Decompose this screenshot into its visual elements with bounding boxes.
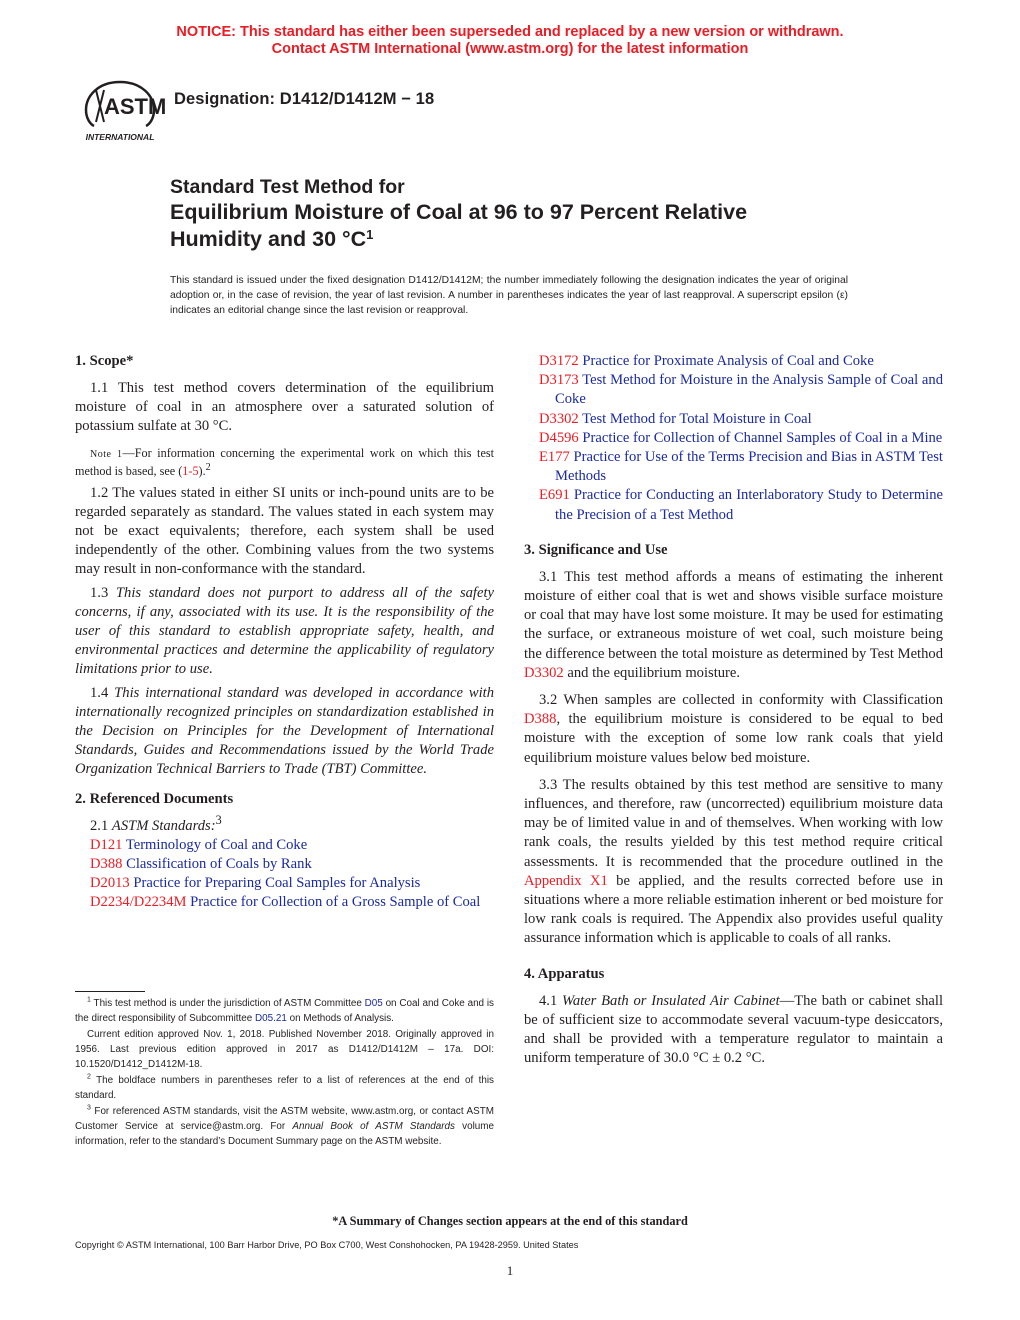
notice-line-1: NOTICE: This standard has either been superseded and replaced by a new version or withdrawn. bbox=[176, 24, 844, 40]
reference-link[interactable]: 1-5 bbox=[182, 463, 199, 478]
title-line-1: Standard Test Method for bbox=[170, 176, 405, 198]
reference-title-link[interactable]: Practice for Proximate Analysis of Coal and Coke bbox=[582, 353, 874, 369]
reference-code-link[interactable]: D4596 bbox=[539, 429, 579, 446]
d3302-link[interactable]: D3302 bbox=[524, 664, 564, 681]
svg-text:INTERNATIONAL: INTERNATIONAL bbox=[85, 132, 155, 142]
footnote-3: $^3$ For referenced ASTM standards, visit the ASTM website, www.astm.org, or contact ASTM Customer Service at service@astm.org. For Annual Book of ASTM Standards volume information, refer to the standard’s Document Summary page on the ASTM website. bbox=[75, 1104, 495, 1147]
reference-item bbox=[75, 874, 494, 893]
document-title bbox=[170, 175, 930, 253]
section-1-heading: 1. Scope* bbox=[75, 353, 134, 369]
reference-item bbox=[75, 855, 494, 874]
reference-code-link[interactable]: D3172 bbox=[539, 353, 579, 369]
committee-link[interactable]: D05 bbox=[364, 998, 383, 1009]
reference-item bbox=[524, 371, 943, 409]
reference-item bbox=[75, 836, 494, 855]
para-1-4: 1.4 This international standard was developed in accordance with internationally recognized principles on standardization established in the Decision on Principles for the Development of International Standards, Guides and Recommendations issued by the World Trade Organization Technical Barriers to Trade (TBT) Committee. bbox=[75, 684, 495, 778]
page-number: 1 bbox=[506, 1263, 514, 1278]
para-2-1: 2.1 ASTM Standards:$^3$ bbox=[90, 812, 222, 834]
footnote-1-edition: Current edition approved Nov. 1, 2018. Published November 2018. Originally approved in 1956. Last previous edition approved in 2017 as D1412/D1412M – 17a. DOI: 10.1520/D1412_D1412M-18. bbox=[75, 1029, 494, 1070]
footnote-1: $^1$ This test method is under the jurisdiction of ASTM Committee D05 on Coal and Coke and is the direct responsibility of Subcommittee D05.21 on Methods of Analysis. bbox=[75, 996, 494, 1024]
reference-code-link[interactable]: E691 bbox=[539, 487, 570, 504]
svg-text:ASTM: ASTM bbox=[104, 94, 166, 119]
title-line-2: Equilibrium Moisture of Coal at 96 to 97 Percent Relative bbox=[170, 200, 748, 224]
section-3-heading: 3. Significance and Use bbox=[524, 541, 668, 558]
para-1-3: 1.3 This standard does not purport to address all of the safety concerns, if any, associated with its use. It is the responsibility of the user of this standard to establish appropriate safety, health, and environmental practices and determine the applicability of regulatory limitations prior to use. bbox=[75, 584, 494, 678]
reference-code-link[interactable]: D3173 bbox=[539, 372, 579, 389]
reference-title-link[interactable]: Practice for Preparing Coal Samples for Analysis bbox=[133, 875, 421, 892]
reference-code-link[interactable]: D3302 bbox=[539, 410, 579, 427]
appendix-link[interactable]: Appendix X1 bbox=[524, 872, 608, 889]
reference-item bbox=[524, 410, 943, 429]
title-line-3: Humidity and 30 $^\circ C^1$ bbox=[170, 227, 374, 251]
reference-title-link[interactable]: Test Method for Total Moisture in Coal bbox=[582, 410, 812, 427]
astm-logo bbox=[74, 78, 166, 142]
reference-code-link[interactable]: E177 bbox=[539, 449, 570, 466]
footnotes bbox=[75, 991, 494, 1150]
designation: Designation: D1412/D1412M − 18 bbox=[174, 90, 435, 108]
para-3-3: 3.3 The results obtained by this test method are sensitive to many influences, and therefore, raw (uncorrected) equilibrium moisture data may be of limited value in and of themselves. When working with low rank coals, the results yielded by this test method require critical assessments. It is recommended that the procedure outlined in the Appendix X1 be applied, and the results corrected before use in situations where a more reliable estimation inherent or bed moisture for low rank coals is required. The Appendix also provides useful quality assurance information which is applicable to coals of all ranks. bbox=[524, 776, 943, 947]
reference-title-link[interactable]: Practice for Collection of Channel Samples of Coal in a Mine bbox=[582, 429, 943, 446]
reference-code-link[interactable]: D2013 bbox=[90, 875, 130, 892]
reference-item bbox=[524, 486, 943, 524]
reference-code-link[interactable]: D121 bbox=[90, 836, 123, 853]
right-column bbox=[524, 352, 943, 1069]
supersede-notice bbox=[0, 24, 1020, 58]
para-1-1: 1.1 This test method covers determination of the equilibrium moisture of coal in an atmosphere over a saturated solution of potassium sulfate at 30 °C. bbox=[75, 380, 494, 435]
section-2-heading: 2. Referenced Documents bbox=[75, 790, 234, 807]
preamble: This standard is issued under the fixed designation D1412/D1412M; the number immediately following the designation indicates the year of original adoption or, in the case of revision, the year of last revision. A number in parentheses indicates the year of last reapproval. A superscript epsilon (ε) indicates an editorial change since the last revision or reapproval. bbox=[170, 275, 848, 316]
para-3-1: 3.1 This test method affords a means of estimating the inherent moisture of either coal that is wet and shows visible surface moisture or coal that may have lost some moisture. It may be used for estimating the surface, or extraneous moisture of wet coal, such moisture being the difference between the total moisture as determined by Test Method D3302 and the equilibrium moisture. bbox=[524, 568, 943, 681]
note-1: Note 1—For information concerning the experimental work on which this test method is based, see (1-5).$^2$ bbox=[75, 445, 494, 478]
subcommittee-link[interactable]: D05.21 bbox=[255, 1013, 287, 1024]
reference-code-link[interactable]: D2234/D2234M bbox=[90, 894, 187, 911]
d388-link[interactable]: D388 bbox=[524, 711, 557, 728]
footnote-rule bbox=[75, 991, 145, 992]
left-column bbox=[75, 352, 494, 913]
footnote-2: $^2$ The boldface numbers in parentheses refer to a list of references at the end of this standard. bbox=[75, 1073, 494, 1101]
reference-title-link[interactable]: Test Method for Moisture in the Analysis Sample of Coal and Coke bbox=[555, 372, 943, 408]
reference-title-link[interactable]: Practice for Collection of a Gross Sample of Coal bbox=[190, 894, 481, 911]
reference-title-link[interactable]: Practice for Conducting an Interlaboratory Study to Determine the Precision of a Test Method bbox=[555, 487, 944, 523]
copyright: Copyright © ASTM International, 100 Barr Harbor Drive, PO Box C700, West Conshohocken, PA 19428-2959. United States bbox=[75, 1240, 579, 1250]
para-4-1: 4.1 Water Bath or Insulated Air Cabinet—The bath or cabinet shall be of sufficient size to accommodate several vacuum-type desiccators, and shall be provided with a temperature regulator to maintain a uniform temperature of 30.0 °C ± 0.2 °C. bbox=[524, 992, 944, 1067]
para-1-2: 1.2 The values stated in either SI units or inch-pound units are to be regarded separately as standard. The values stated in each system may not be exact equivalents; therefore, each system shall be used independently of the other. Combining values from the two systems may result in non-conformance with the standard. bbox=[75, 484, 494, 578]
left-reference-list bbox=[75, 836, 494, 913]
reference-item bbox=[524, 448, 943, 486]
right-reference-list bbox=[524, 352, 943, 525]
summary-of-changes-notice: *A Summary of Changes section appears at the end of this standard bbox=[332, 1214, 688, 1228]
section-4-heading: 4. Apparatus bbox=[524, 965, 605, 982]
reference-code-link[interactable]: D388 bbox=[90, 856, 123, 873]
reference-item bbox=[524, 352, 943, 371]
reference-title-link[interactable]: Terminology of Coal and Coke bbox=[125, 836, 308, 853]
reference-item bbox=[524, 429, 943, 448]
para-3-2: 3.2 When samples are collected in conformity with Classification D388, the equilibrium moisture is considered to be equal to bed moisture with the exception of some low rank coals that yield equilibrium moisture values below bed moisture. bbox=[524, 692, 943, 766]
title-footnote-ref[interactable]: 1 bbox=[366, 227, 374, 242]
reference-item bbox=[75, 893, 494, 912]
notice-line-2: Contact ASTM International (www.astm.org) for the latest information bbox=[271, 41, 749, 57]
reference-title-link[interactable]: Classification of Coals by Rank bbox=[126, 856, 312, 873]
reference-title-link[interactable]: Practice for Use of the Terms Precision and Bias in ASTM Test Methods bbox=[555, 449, 943, 485]
